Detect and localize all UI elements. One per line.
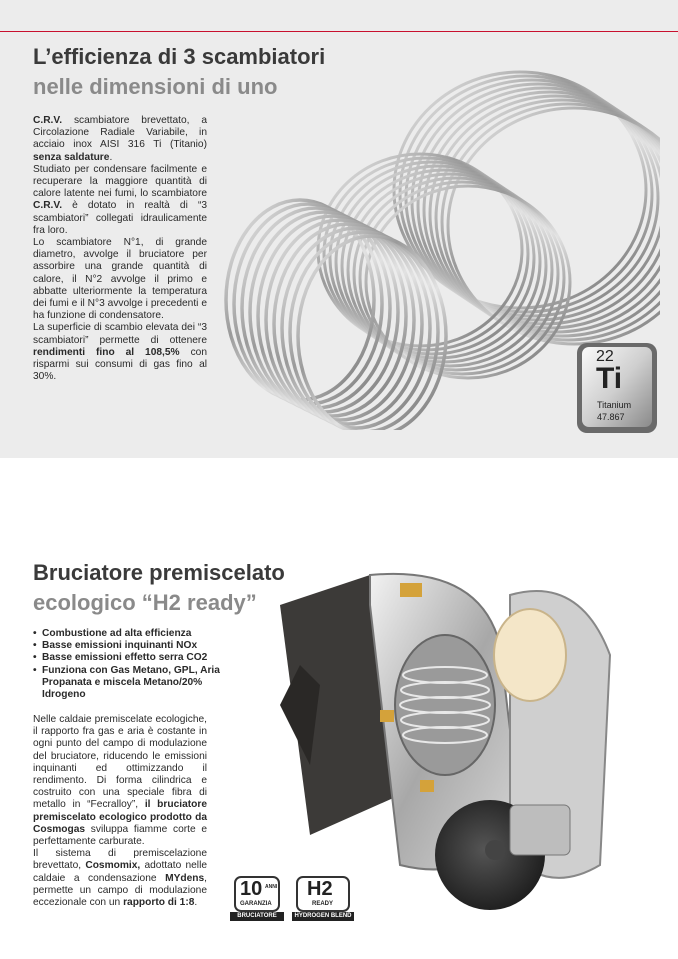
warranty-years: 10 [240, 878, 263, 900]
warranty-unit: ANNI [265, 884, 278, 890]
exchanger-paragraph: Lo scambiatore N°1, di grande diametro, avvolge il bruciatore per assorbire una grande quantità di calore, il N°2 avvolge il primo e abbatte ulteriormente la temperatura dei fumi e il N°3 avvolge i precedenti e ha funzione di condensatore. [33, 237, 207, 322]
list-item: • Basse emissioni effetto serra CO2 [33, 652, 223, 664]
section2-body [33, 714, 207, 909]
list-item: • Funziona con Gas Metano, GPL, Aria Propanata e miscela Metano/20% Idrogeno [33, 665, 223, 702]
burner-paragraph: Nelle caldaie premiscelate ecologiche, il rapporto fra gas e aria è costante in ogni punto del campo di modulazione del bruciatore, riducendo le emissioni inquinanti ed ottimizzando il rendimento. Di forma cilindrica e costruito con una speciale fibra di metallo in “Fecralloy”, il bruciatore premiscelato ecologico prodotto da Cosmogas sviluppa fiamme corte e perfettamente carburate. [33, 714, 207, 848]
section2-title: Bruciatore premiscelato [33, 560, 285, 585]
list-item: • Combustione ad alta efficienza [33, 628, 223, 640]
efficiency-paragraph: La superficie di scambio elevata dei “3 scambiatori” permette di ottenere rendimenti fino al 108,5% con risparmi sui consumi di gas fino al 30%. [33, 322, 207, 383]
h2-strip: HYDROGEN BLEND [292, 912, 354, 921]
feature-list [33, 628, 223, 701]
titanium-element-tile [576, 342, 658, 434]
condensing-paragraph: Studiato per condensare facilmente e recuperare la maggiore quantità di calore latente nei fumi, lo scambiatore C.R.V. è dotato in realtà di “3 scambiatori” collegati idraulicamente fra loro. [33, 163, 207, 236]
crv-paragraph: C.R.V. scambiatore brevettato, a Circolazione Radiale Variabile, in acciaio inox AISI 316 Ti (Titanio) senza saldature. [33, 115, 207, 163]
accent-rule [0, 31, 678, 32]
atomic-number: 22 [596, 348, 614, 365]
element-symbol: Ti [596, 362, 623, 395]
section2-subtitle: ecologico “H2 ready” [33, 590, 257, 615]
section1-subtitle: nelle dimensioni di uno [33, 74, 278, 99]
section1-title: L’efficienza di 3 scambiatori [33, 44, 326, 69]
warranty-badge [230, 876, 284, 922]
element-name: Titanium [597, 400, 632, 410]
warranty-strip: BRUCIATORE [230, 912, 284, 921]
atomic-weight: 47.867 [597, 412, 625, 422]
h2-ready-label: READY [312, 901, 334, 907]
list-item: • Basse emissioni inquinanti NOx [33, 640, 223, 652]
hydrogen-ready-badge [292, 876, 354, 922]
warranty-label: GARANZIA [240, 901, 272, 907]
section1-body [33, 115, 207, 383]
h2-symbol: H2 [307, 878, 333, 900]
cosmomix-paragraph: Il sistema di premiscelazione brevettato, Cosmomix, adottato nelle caldaie a condensazione MYdens, permette un campo di modulazione eccezionale con un rapporto di 1:8. [33, 848, 207, 909]
